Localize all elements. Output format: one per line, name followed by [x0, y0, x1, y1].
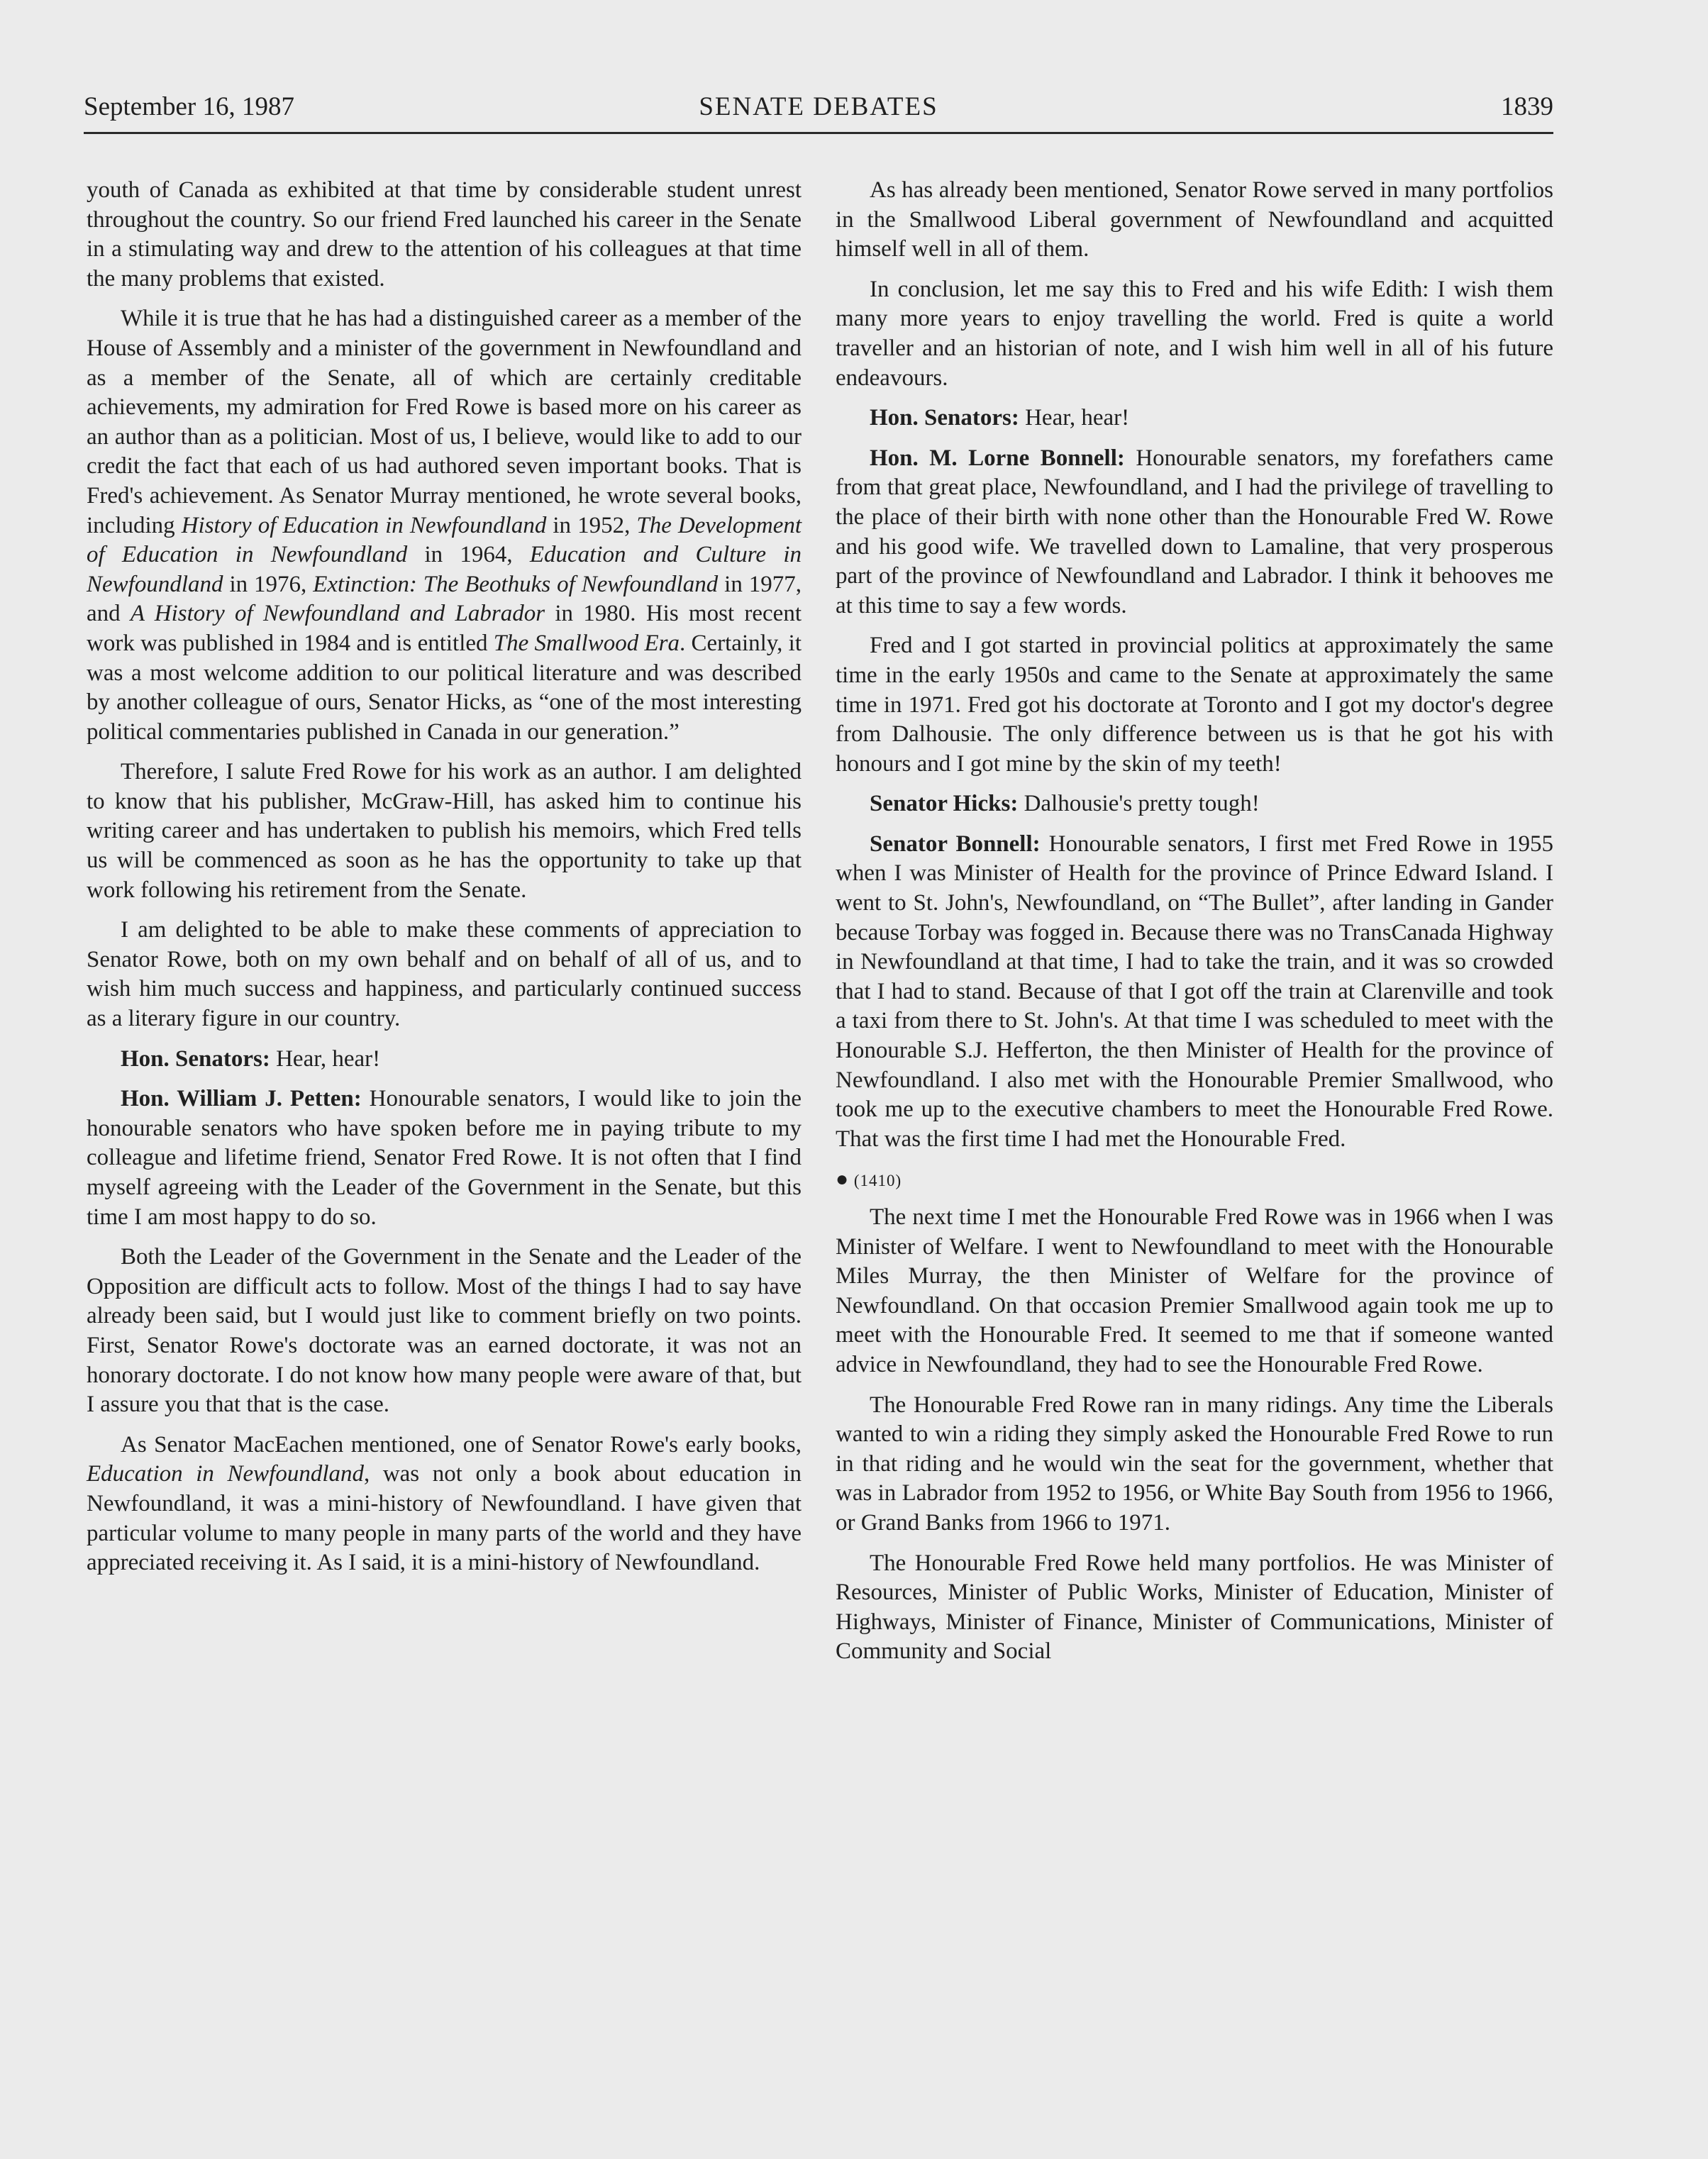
- page-header: [84, 89, 1553, 134]
- header-title: SENATE DEBATES: [699, 92, 938, 121]
- paragraph: While it is true that he has had a distinguished career as a member of the House of Assembly and a minister of the government in Newfoundland and as a member of the Senate, all of which are certainly creditable achievements, my admiration for Fred Rowe is based more on his career as an author than as a politician. Most of us, I believe, would like to add to our credit the fact that each of us had authored seven important books. That is Fred's achievement. As Senator Murray mentioned, he wrote several books, including History of Education in Newfoundland in 1952, The Development of Education in Newfoundland in 1964, Education and Culture in Newfoundland in 1976, Extinction: The Beothuks of Newfoundland in 1977, and A History of Newfoundland and Labrador in 1980. His most recent work was published in 1984 and is entitled The Smallwood Era. Certainly, it was a most welcome addition to our political literature and was described by another colleague of ours, Senator Hicks, as “one of the most interesting political commentaries published in Canada in our generation.”: [87, 306, 802, 745]
- paragraph: I am delighted to be able to make these comments of appreciation to Senator Rowe, both on my own behalf and on behalf of all of us, and to wish him much success and happiness, and particularly continued success as a literary figure in our country.: [87, 917, 802, 1032]
- paragraph: Fred and I got started in provincial politics at approximately the same time in the early 1950s and came to the Senate at approximately the same time in 1971. Fred got his doctorate at Toronto and I got my doctor's degree from Dalhousie. The only difference between us is that he got his with honours and I got mine by the skin of my teeth!: [836, 633, 1553, 777]
- speaker-name: Hon. M. Lorne Bonnell:: [870, 445, 1125, 471]
- paragraph: In conclusion, let me say this to Fred and his wife Edith: I wish them many more years to enjoy travelling the world. Fred is quite a world traveller and an historian of note, and I wish him well in all of his future endeavours.: [836, 276, 1553, 391]
- paragraph: Therefore, I salute Fred Rowe for his work as an author. I am delighted to know that his publisher, McGraw-Hill, has asked him to continue his writing career and has undertaken to publish his memoirs, which Fred tells us will be commenced as soon as he has the opportunity to take up that work following his retirement from the Senate.: [87, 759, 802, 903]
- speech: Hon. M. Lorne Bonnell: Honourable senators, my forefathers came from that great place, Newfoundland, and I had the privilege of travelling to the place of their birth with none other than the Honourable Fred W. Rowe and his good wife. We travelled down to Lamaline, that very prosperous part of the province of Newfoundland and Labrador. I think it behooves me at this time to say a few words.: [836, 445, 1553, 618]
- time-stamp: (1410): [853, 1172, 902, 1190]
- book-title: Education in Newfoundland: [87, 1461, 364, 1487]
- paragraph: As has already been mentioned, Senator Rowe served in many portfolios in the Smallwood Liberal government of Newfoundland and acquitted himself well in all of them.: [836, 177, 1553, 262]
- speaker-name: Senator Hicks:: [870, 791, 1019, 817]
- speaker-name: Hon. Senators:: [121, 1045, 270, 1072]
- book-title: History of Education in Newfoundland: [181, 512, 547, 538]
- paragraph: The Honourable Fred Rowe held many portfolios. He was Minister of Resources, Minister of Public Works, Minister of Education, Minister of Highways, Minister of Finance, Minister of Communications, Minister of Community and Social: [836, 1550, 1553, 1665]
- speech: Hon. Senators: Hear, hear!: [121, 1045, 381, 1072]
- speech: Hon. William J. Petten: Honourable senators, I would like to join the honourable senators who have spoken before me in paying tribute to my colleague and lifetime friend, Senator Fred Rowe. It is not often that I find myself agreeing with the Leader of the Government in the Senate, but this time I am most happy to do so.: [87, 1086, 802, 1230]
- paragraph: As Senator MacEachen mentioned, one of Senator Rowe's early books, Education in Newfoundland, was not only a book about education in Newfoundland, it was a mini-history of Newfoundland. I have given that particular volume to many people in many parts of the world and they have appreciated receiving it. As I said, it is a mini-history of Newfoundland.: [87, 1431, 802, 1576]
- bullet-icon: ●: [836, 1167, 850, 1192]
- speech: Senator Hicks: Dalhousie's pretty tough!: [870, 791, 1260, 817]
- book-title: The Smallwood Era: [493, 630, 680, 656]
- book-title: The Development of Education in Newfoundland: [87, 512, 802, 568]
- header-page-number: 1839: [1501, 92, 1553, 121]
- speaker-name: Senator Bonnell:: [870, 831, 1041, 857]
- speech: Hon. Senators: Hear, hear!: [870, 405, 1130, 431]
- speech: Senator Bonnell: Honourable senators, I first met Fred Rowe in 1955 when I was Minister of Health for the province of Prince Edward Island. I went to St. John's, Newfoundland, on “The Bullet”, after landing in Gander because Torbay was fogged in. Because there was no TransCanada Highway in Newfoundland at that time, I had to take the train, and it was so crowded that I had to stand. Because of that I got off the train at Clarenville and took a taxi from there to St. John's. At that time I was scheduled to meet with the Honourable S.J. Hefferton, the then Minister of Health for the province of Newfoundland. I also met with the Honourable Premier Smallwood, who took me up to the executive chambers to meet the Honourable Fred Rowe. That was the first time I had met the Honourable Fred.: [836, 831, 1553, 1152]
- header-date: September 16, 1987: [84, 92, 294, 121]
- time-marker: [836, 1165, 1553, 1196]
- speaker-name: Hon. Senators:: [870, 405, 1019, 431]
- right-column: [836, 176, 1553, 1667]
- book-title: Extinction: The Beothuks of Newfoundland: [313, 571, 719, 597]
- speaker-name: Hon. William J. Petten:: [121, 1086, 362, 1112]
- paragraph: The Honourable Fred Rowe ran in many ridings. Any time the Liberals wanted to win a riding they simply asked the Honourable Fred Rowe to run in that riding and he would win the seat for the government, whether that was in Labrador from 1952 to 1956, or White Bay South from 1956 to 1966, or Grand Banks from 1966 to 1971.: [836, 1392, 1553, 1536]
- left-column: [87, 176, 802, 1578]
- paragraph: Both the Leader of the Government in the Senate and the Leader of the Opposition are difficult acts to follow. Most of the things I had to say have already been said, but I would just like to comment briefly on two points. First, Senator Rowe's doctorate was an earned doctorate, it was not an honorary doctorate. I do not know how many people were aware of that, but I assure you that that is the case.: [87, 1244, 802, 1418]
- paragraph: youth of Canada as exhibited at that time by considerable student unrest throughout the country. So our friend Fred launched his career in the Senate in a stimulating way and drew to the attention of his colleagues at that time the many problems that existed.: [87, 177, 802, 292]
- book-title: Education and Culture in Newfoundland: [87, 542, 802, 597]
- book-title: A History of Newfoundland and Labrador: [130, 601, 545, 627]
- paragraph: The next time I met the Honourable Fred Rowe was in 1966 when I was Minister of Welfare. I went to Newfoundland to meet with the Honourable Miles Murray, the then Minister of Welfare for the province of Newfoundland. On that occasion Premier Smallwood again took me up to meet with the Honourable Fred. It seemed to me that if someone wanted advice in Newfoundland, they had to see the Honourable Fred Rowe.: [836, 1204, 1553, 1377]
